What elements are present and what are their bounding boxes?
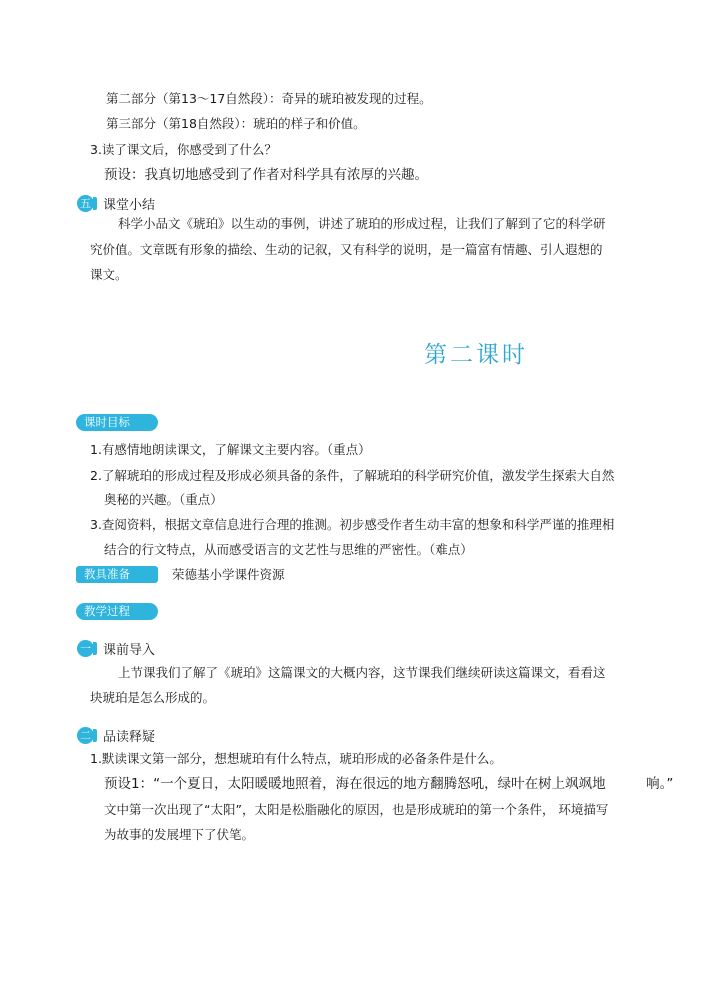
goal-item: 2.了解琥珀的形成过程及形成必须具备的条件，了解琥珀的科学研究价值，激发学生探索大自然	[90, 468, 615, 483]
reading-question-1: 1.默读课文第一部分，想想琥珀有什么特点，琥珀形成的必备条件是什么。	[90, 751, 502, 766]
section-number-badge: 二	[77, 727, 94, 744]
section-label: 品读释疑	[103, 730, 156, 745]
part2-text: 第二部分（第13～17自然段）：奇异的琥珀被发现的过程。	[106, 91, 432, 106]
summary-line: 科学小品文《琥珀》以生动的事例，讲述了琥珀的形成过程，让我们了解到了它的科学研	[118, 216, 606, 231]
question-3: 3.读了课文后，你感受到了什么？	[90, 142, 277, 157]
process-tag: 教学过程	[76, 603, 158, 620]
intro-line: 块琥珀是怎么形成的。	[90, 690, 216, 705]
prep-text: 荣德基小学课件资源	[172, 567, 285, 582]
summary-line: 究价值。文章既有形象的描绘、生动的记叙，又有科学的说明，是一篇富有情趣、引人遐想的	[90, 242, 603, 257]
section-badge-bar	[93, 642, 97, 655]
preset-1-line: 文中第一次出现了“太阳”，太阳是松脂融化的原因，也是形成琥珀的第一个条件， 环境描写	[104, 802, 609, 817]
goal-item-cont: 结合的行文特点，从而感受语言的文艺性与思维的严密性。（难点）	[104, 542, 473, 557]
section-header-summary	[77, 194, 155, 213]
preset-answer-q3: 预设：我真切地感受到了作者对科学具有浓厚的兴趣。	[104, 167, 428, 183]
goals-tag: 课时目标	[76, 414, 158, 431]
preset-1-line: 预设1：“一个夏日，太阳暖暖地照着，海在很远的地方翻腾怒吼，绿叶在树上飒飒地 响。”	[104, 776, 674, 792]
section-label: 课前导入	[103, 643, 156, 658]
goal-item-cont: 奥秘的兴趣。（重点）	[104, 492, 223, 507]
intro-line: 上节课我们了解了《琥珀》这篇课文的大概内容，这节课我们继续研读这篇课文，看看这	[118, 665, 606, 680]
summary-line: 课文。	[90, 267, 128, 282]
section-number-badge: 五	[77, 195, 94, 212]
section-header-reading	[77, 726, 155, 745]
preset-1-line: 为故事的发展埋下了伏笔。	[104, 827, 255, 842]
section-header-intro	[77, 639, 155, 658]
section-badge-bar	[93, 197, 97, 210]
lesson-title: 第二课时	[424, 342, 528, 368]
part3-text: 第三部分（第18自然段）：琥珀的样子和价值。	[106, 116, 366, 131]
section-number-badge: 一	[77, 640, 94, 657]
goal-item: 1.有感情地朗读课文，了解课文主要内容。（重点）	[90, 442, 371, 457]
prep-tag: 教具准备	[76, 566, 158, 583]
goal-item: 3.查阅资料，根据文章信息进行合理的推测。初步感受作者生动丰富的想象和科学严谨的推理相	[90, 517, 615, 532]
section-label: 课堂小结	[103, 198, 156, 213]
section-badge-bar	[93, 729, 97, 742]
